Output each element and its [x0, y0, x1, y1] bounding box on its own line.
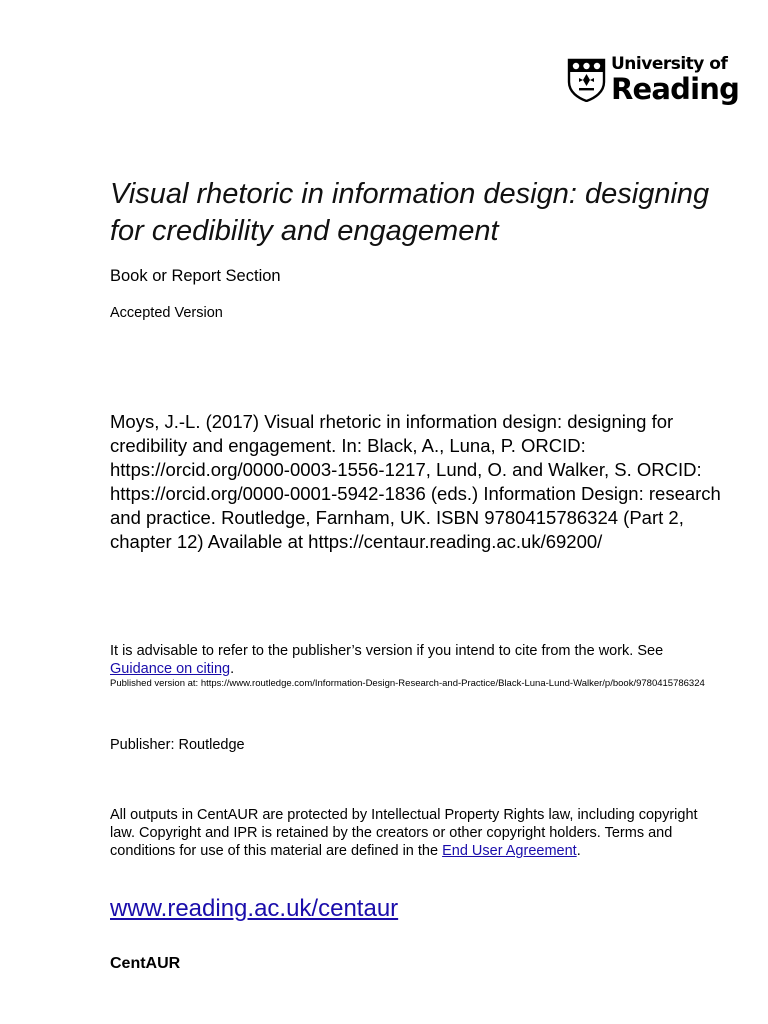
university-wordmark — [611, 54, 739, 104]
advice-text-end: . — [230, 661, 235, 677]
ipr-text: All outputs in CentAUR are protected by Intellectual Property Rights law, including copyright law. Copyright and IPR is retained by the creators or other copyright holders. Terms and conditions for use of this material are defined in the — [110, 807, 698, 859]
ipr-notice — [110, 806, 710, 860]
ipr-text-end: . — [576, 843, 581, 859]
citation-text: Moys, J.-L. (2017) Visual rhetoric in information design: designing for credibility and engagement. In: Black, A., Luna, P. ORCID: https://orcid.org/0000-0003-1556-1217, Lund, O. and Walker, S. ORCID: https://orcid.org/0000-0001-5942-1836 (eds.) Information Design: research and practice. Routledge, Farnham, UK. ISBN 9780415786324 (Part 2, chapter 12) Available at https://centaur.reading.ac.uk/69200/ — [110, 411, 721, 552]
publisher: Publisher: Routledge — [110, 737, 245, 753]
published-version-note: Published version at: https://www.routledge.com/Information-Design-Research-and-Practice/Black-Luna-Lund-Walker/p/book/9780415786324 — [110, 678, 705, 689]
centaur-website-link[interactable]: www.reading.ac.uk/centaur — [110, 895, 399, 922]
logo-line-2: Reading — [611, 72, 740, 106]
guidance-on-citing-link[interactable]: Guidance on citing — [110, 661, 231, 677]
logo-line-1: University of — [611, 54, 728, 74]
document-version: Accepted Version — [110, 305, 223, 321]
university-logo — [567, 54, 740, 106]
university-crest-icon — [567, 58, 606, 102]
advice-text: It is advisable to refer to the publisher’s version if you intend to cite from the work. See — [110, 643, 664, 659]
end-user-agreement-link[interactable]: End User Agreement — [442, 843, 577, 859]
centaur-label: CentAUR — [110, 955, 181, 972]
document-title: Visual rhetoric in information design: designing for credibility and engagement — [110, 178, 710, 247]
citation-advice — [110, 642, 710, 678]
document-type: Book or Report Section — [110, 267, 281, 285]
